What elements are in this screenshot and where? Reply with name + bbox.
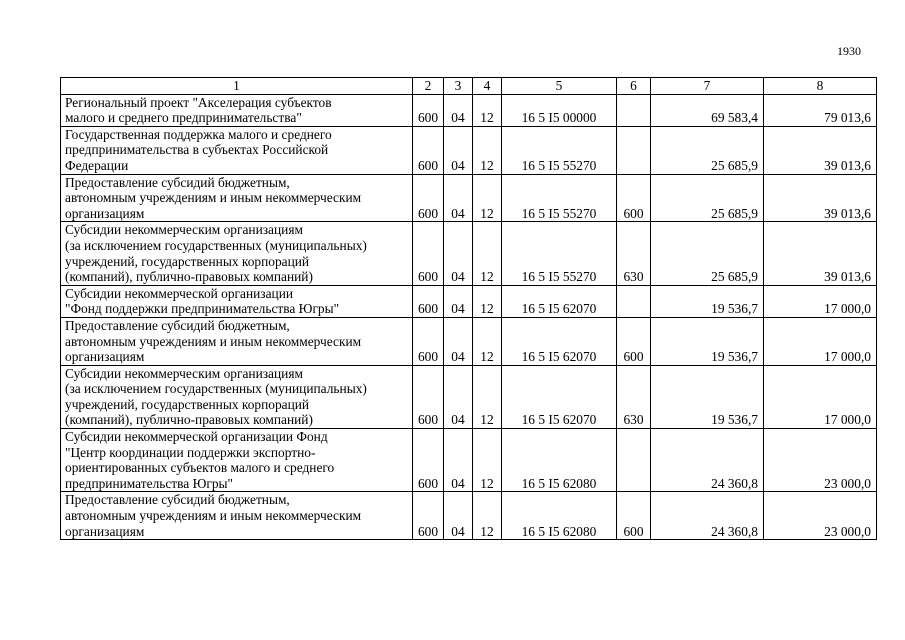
row-name-cell [61, 365, 413, 428]
section-cell: 04 [444, 492, 473, 540]
row-name-line: учреждений, государственных корпораций [65, 396, 310, 412]
target-article-cell: 16 5 I5 55270 [502, 222, 617, 285]
amount-year2-cell: 39 013,6 [764, 126, 877, 174]
amount-year1-cell: 19 536,7 [651, 365, 764, 428]
amount-year1-cell: 25 685,9 [651, 126, 764, 174]
expense-type-cell [617, 126, 651, 174]
row-name-line: (за исключением государственных (муниципальных) [65, 237, 367, 253]
row-name-cell [61, 222, 413, 285]
row-name-line: Региональный проект "Акселерация субъектов [65, 94, 332, 110]
expense-type-cell: 600 [617, 492, 651, 540]
row-name-line: Предоставление субсидий бюджетным, [65, 492, 290, 508]
row-name-line: Предоставление субсидий бюджетным, [65, 174, 290, 190]
amount-year2-cell: 79 013,6 [764, 94, 877, 126]
row-name-cell [61, 492, 413, 540]
row-name-line: организациям [65, 349, 145, 365]
subsection-cell: 12 [473, 285, 502, 317]
expense-type-cell: 630 [617, 222, 651, 285]
subsection-cell: 12 [473, 492, 502, 540]
admin-code-cell: 600 [413, 126, 444, 174]
row-name-line: Субсидии некоммерческой организации Фонд [65, 429, 328, 445]
amount-year2-cell: 23 000,0 [764, 429, 877, 492]
amount-year2-cell: 39 013,6 [764, 174, 877, 222]
row-name-line: автономным учреждениям и иным некоммерческим [65, 190, 362, 206]
admin-code-cell: 600 [413, 317, 444, 365]
column-header: 5 [502, 78, 617, 95]
table-row [61, 126, 877, 174]
amount-year1-cell: 69 583,4 [651, 94, 764, 126]
subsection-cell: 12 [473, 365, 502, 428]
column-header: 1 [61, 78, 413, 95]
section-cell: 04 [444, 429, 473, 492]
expense-type-cell [617, 94, 651, 126]
row-name-line: малого и среднего предпринимательства" [65, 110, 302, 126]
row-name-line: Субсидии некоммерческим организациям [65, 365, 303, 381]
column-header: 4 [473, 78, 502, 95]
amount-year1-cell: 19 536,7 [651, 317, 764, 365]
expense-type-cell: 630 [617, 365, 651, 428]
column-header: 6 [617, 78, 651, 95]
expense-type-cell [617, 429, 651, 492]
row-name-line: Государственная поддержка малого и среднего [65, 126, 332, 142]
table-row [61, 174, 877, 222]
section-cell: 04 [444, 94, 473, 126]
section-cell: 04 [444, 317, 473, 365]
row-name-line: предпринимательства в субъектах Российской [65, 142, 329, 158]
column-header: 7 [651, 78, 764, 95]
target-article-cell: 16 5 I5 62080 [502, 429, 617, 492]
subsection-cell: 12 [473, 222, 502, 285]
amount-year2-cell: 39 013,6 [764, 222, 877, 285]
row-name-line: "Фонд поддержки предпринимательства Югры" [65, 301, 340, 317]
subsection-cell: 12 [473, 94, 502, 126]
section-cell: 04 [444, 126, 473, 174]
subsection-cell: 12 [473, 317, 502, 365]
table-row [61, 492, 877, 540]
admin-code-cell: 600 [413, 285, 444, 317]
subsection-cell: 12 [473, 126, 502, 174]
row-name-line: (за исключением государственных (муниципальных) [65, 381, 367, 397]
section-cell: 04 [444, 285, 473, 317]
amount-year1-cell: 24 360,8 [651, 429, 764, 492]
admin-code-cell: 600 [413, 94, 444, 126]
amount-year2-cell: 17 000,0 [764, 365, 877, 428]
target-article-cell: 16 5 I5 00000 [502, 94, 617, 126]
row-name-line: (компаний), публично-правовых компаний) [65, 269, 313, 285]
row-name-cell [61, 317, 413, 365]
target-article-cell: 16 5 I5 62070 [502, 285, 617, 317]
admin-code-cell: 600 [413, 492, 444, 540]
row-name-line: Предоставление субсидий бюджетным, [65, 317, 290, 333]
table-row [61, 94, 877, 126]
expense-type-cell [617, 285, 651, 317]
amount-year2-cell: 17 000,0 [764, 285, 877, 317]
section-cell: 04 [444, 222, 473, 285]
row-name-line: (компаний), публично-правовых компаний) [65, 412, 313, 428]
expense-type-cell: 600 [617, 317, 651, 365]
amount-year2-cell: 17 000,0 [764, 317, 877, 365]
row-name-line: Субсидии некоммерческим организациям [65, 222, 303, 238]
row-name-line: учреждений, государственных корпораций [65, 253, 310, 269]
admin-code-cell: 600 [413, 429, 444, 492]
row-name-line: организациям [65, 205, 145, 221]
admin-code-cell: 600 [413, 222, 444, 285]
row-name-cell [61, 94, 413, 126]
row-name-line: "Центр координации поддержки экспортно- [65, 444, 316, 460]
column-header-row [61, 78, 877, 95]
subsection-cell: 12 [473, 429, 502, 492]
admin-code-cell: 600 [413, 174, 444, 222]
table-row [61, 429, 877, 492]
column-header: 2 [413, 78, 444, 95]
expense-type-cell: 600 [617, 174, 651, 222]
row-name-cell [61, 126, 413, 174]
table-row [61, 222, 877, 285]
page-number: 1930 [837, 44, 861, 58]
target-article-cell: 16 5 I5 55270 [502, 174, 617, 222]
row-name-cell [61, 285, 413, 317]
column-header: 8 [764, 78, 877, 95]
row-name-line: Федерации [65, 157, 129, 173]
row-name-cell [61, 429, 413, 492]
amount-year1-cell: 25 685,9 [651, 174, 764, 222]
table-body [61, 78, 877, 540]
row-name-line: ориентированных субъектов малого и среднего [65, 460, 335, 476]
target-article-cell: 16 5 I5 62070 [502, 317, 617, 365]
table-row [61, 365, 877, 428]
target-article-cell: 16 5 I5 62080 [502, 492, 617, 540]
row-name-line: предпринимательства Югры" [65, 475, 234, 491]
section-cell: 04 [444, 174, 473, 222]
section-cell: 04 [444, 365, 473, 428]
amount-year1-cell: 19 536,7 [651, 285, 764, 317]
table-row [61, 317, 877, 365]
target-article-cell: 16 5 I5 62070 [502, 365, 617, 428]
amount-year2-cell: 23 000,0 [764, 492, 877, 540]
row-name-line: Субсидии некоммерческой организации [65, 285, 294, 301]
amount-year1-cell: 25 685,9 [651, 222, 764, 285]
row-name-line: автономным учреждениям и иным некоммерческим [65, 333, 362, 349]
row-name-line: организациям [65, 523, 145, 539]
amount-year1-cell: 24 360,8 [651, 492, 764, 540]
row-name-line: автономным учреждениям и иным некоммерческим [65, 508, 362, 524]
row-name-cell [61, 174, 413, 222]
subsection-cell: 12 [473, 174, 502, 222]
table-row [61, 285, 877, 317]
target-article-cell: 16 5 I5 55270 [502, 126, 617, 174]
admin-code-cell: 600 [413, 365, 444, 428]
column-header: 3 [444, 78, 473, 95]
budget-table [60, 77, 877, 540]
